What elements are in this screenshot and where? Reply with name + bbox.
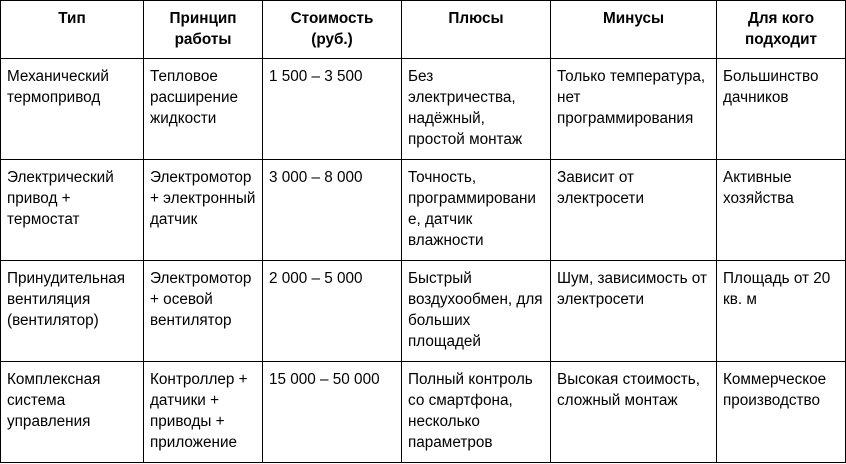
cell-cost: 15 000 – 50 000 [263, 362, 402, 463]
table-row [1, 362, 846, 463]
cell-cons: Шум, зависимость от электросети [551, 261, 717, 362]
cell-cost: 1 500 – 3 500 [263, 59, 402, 160]
cell-audience: Площадь от 20 кв. м [717, 261, 846, 362]
cell-cons: Зависит от электросети [551, 160, 717, 261]
header-pros: Плюсы [402, 1, 551, 59]
header-cost: Стоимость (руб.) [263, 1, 402, 59]
header-audience: Для кого подходит [717, 1, 846, 59]
table-row [1, 261, 846, 362]
cell-audience: Активные хозяйства [717, 160, 846, 261]
cell-audience: Большинство дачников [717, 59, 846, 160]
cell-type: Комплексная система управления [1, 362, 144, 463]
cell-principle: Тепловое расширение жидкости [144, 59, 263, 160]
cell-type: Принудительная вентиляция (вентилятор) [1, 261, 144, 362]
header-principle: Принцип работы [144, 1, 263, 59]
table-row [1, 59, 846, 160]
cell-cost: 2 000 – 5 000 [263, 261, 402, 362]
cell-cost: 3 000 – 8 000 [263, 160, 402, 261]
cell-pros: Полный контроль со смартфона, несколько параметров [402, 362, 551, 463]
cell-type: Механический термопривод [1, 59, 144, 160]
header-type: Тип [1, 1, 144, 59]
cell-principle: Контроллер + датчики + приводы + приложение [144, 362, 263, 463]
cell-cons: Только температура, нет программирования [551, 59, 717, 160]
header-cons: Минусы [551, 1, 717, 59]
table-header-row [1, 1, 846, 59]
cell-pros: Точность, программирование, датчик влажности [402, 160, 551, 261]
table-row [1, 160, 846, 261]
cell-pros: Быстрый воздухообмен, для больших площадей [402, 261, 551, 362]
cell-pros: Без электричества, надёжный, простой монтаж [402, 59, 551, 160]
cell-audience: Коммерческое производство [717, 362, 846, 463]
cell-type: Электрический привод + термостат [1, 160, 144, 261]
cell-principle: Электромотор + осевой вентилятор [144, 261, 263, 362]
cell-cons: Высокая стоимость, сложный монтаж [551, 362, 717, 463]
cell-principle: Электромотор + электронный датчик [144, 160, 263, 261]
